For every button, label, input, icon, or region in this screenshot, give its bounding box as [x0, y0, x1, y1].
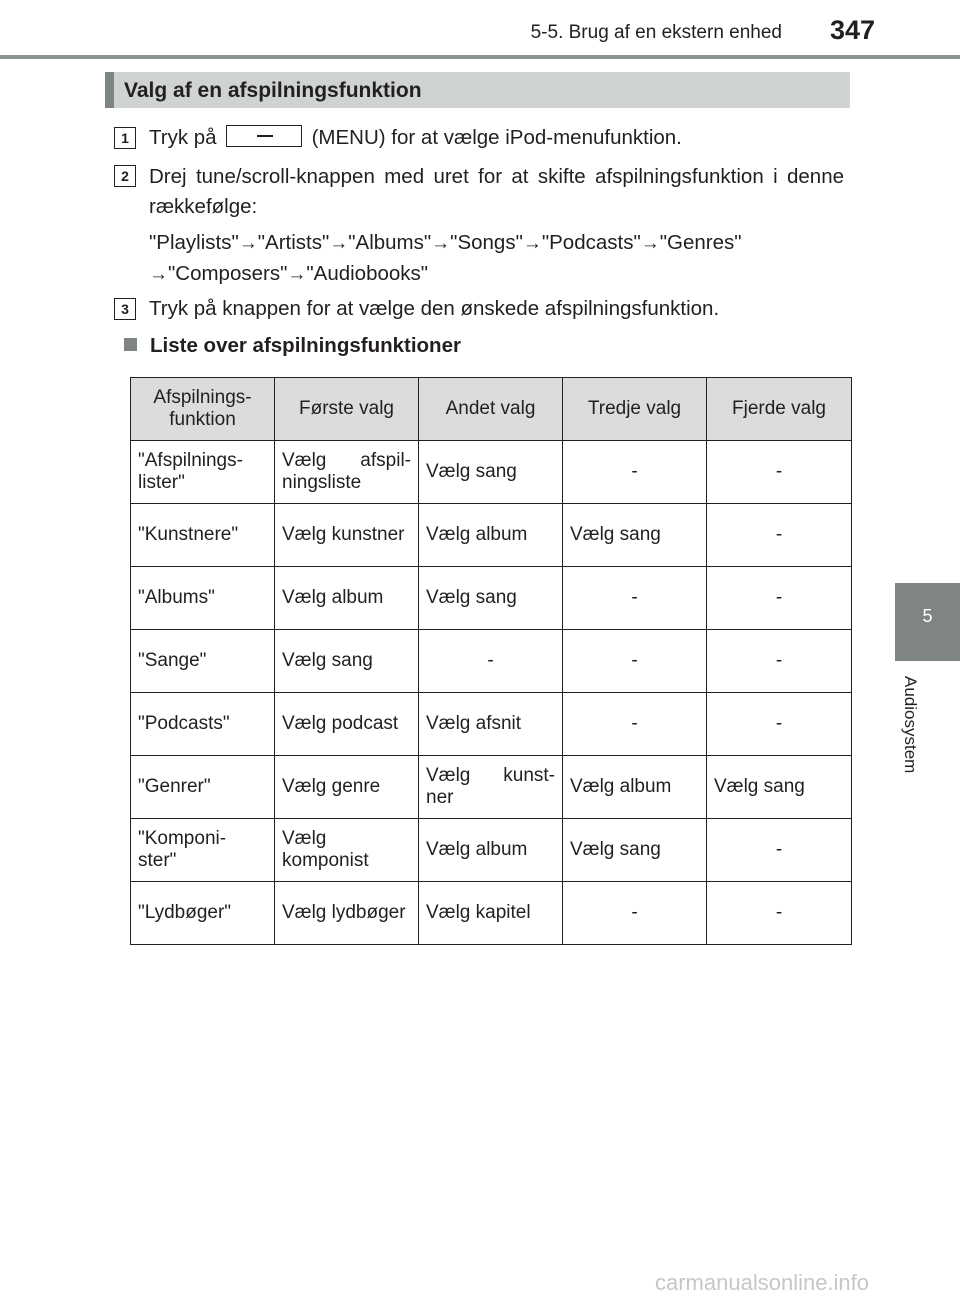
playback-mode-table	[130, 377, 852, 945]
table-cell: -	[563, 630, 707, 693]
sequence-item: "Podcasts"	[541, 231, 641, 254]
column-header: Tredje valg	[563, 378, 707, 441]
table-cell: Vælg sang	[563, 504, 707, 567]
chapter-side-label	[886, 676, 936, 806]
table-cell: -	[707, 819, 852, 882]
table-cell: -	[707, 882, 852, 945]
table-cell: -	[707, 441, 852, 504]
table-row	[131, 504, 852, 567]
table-cell: Vælg afspil- ningsliste	[275, 441, 419, 504]
table-row	[131, 756, 852, 819]
table-cell: Vælg podcast	[275, 693, 419, 756]
square-bullet-icon	[124, 338, 137, 351]
table-cell: Vælg genre	[275, 756, 419, 819]
table-cell: -	[563, 441, 707, 504]
section-title: Valg af en afspilningsfunktion	[124, 79, 422, 102]
table-cell: Vælg kapitel	[419, 882, 563, 945]
table-cell: Vælg album	[563, 756, 707, 819]
table-cell: Vælg komponist	[275, 819, 419, 882]
table-cell: -	[707, 630, 852, 693]
table-cell: -	[707, 504, 852, 567]
sequence-item: "Songs"	[450, 231, 523, 254]
chapter-title: 5-5. Brug af en ekstern enhed	[530, 22, 782, 43]
sequence-item: "Playlists"	[149, 231, 239, 254]
table-cell: Vælg kunst- ner	[419, 756, 563, 819]
column-header: Andet valg	[419, 378, 563, 441]
table-cell: -	[707, 567, 852, 630]
step-1-badge: 1	[114, 127, 136, 149]
table-cell: -	[707, 693, 852, 756]
step-1-text	[149, 123, 844, 153]
table-cell: Vælg album	[419, 819, 563, 882]
section-bar-accent	[105, 72, 114, 108]
column-header: Første valg	[275, 378, 419, 441]
arrow-right-icon: →	[287, 264, 307, 285]
table-row	[131, 819, 852, 882]
sequence-item: "Genres"	[659, 231, 742, 254]
arrow-right-icon: →	[238, 233, 258, 254]
table-header-row	[131, 378, 852, 441]
step-1-after: (MENU) for at vælge iPod-menufunktion.	[311, 126, 682, 149]
step-3-text: Tryk på knappen for at vælge den ønskede afspilningsfunktion.	[149, 297, 720, 320]
table-cell: Vælg sang	[419, 441, 563, 504]
step-1-before: Tryk på	[149, 126, 217, 149]
table-cell: "Albums"	[131, 567, 275, 630]
step-3-badge: 3	[114, 298, 136, 320]
table-cell: Vælg sang	[419, 567, 563, 630]
table-cell: -	[419, 630, 563, 693]
table-cell: "Podcasts"	[131, 693, 275, 756]
arrow-right-icon: →	[329, 233, 349, 254]
table-cell: -	[563, 693, 707, 756]
table-cell: Vælg sang	[707, 756, 852, 819]
table-cell: Vælg album	[419, 504, 563, 567]
chapter-side-label-text: Audiosystem	[901, 676, 920, 774]
table-cell: Vælg kunstner	[275, 504, 419, 567]
menu-button-icon	[226, 125, 302, 147]
table-row	[131, 882, 852, 945]
step-2-text: Drej tune/scroll-knappen med uret for at skifte afspilningsfunktion i denne rækkefølge:	[149, 165, 844, 218]
arrow-right-icon: →	[431, 233, 451, 254]
sequence-item: "Audiobooks"	[306, 262, 429, 285]
chapter-tab-number: 5	[922, 606, 933, 626]
header-rule	[0, 55, 960, 59]
table-cell: Vælg sang	[563, 819, 707, 882]
table-cell: "Genrer"	[131, 756, 275, 819]
arrow-right-icon: →	[640, 233, 660, 254]
table-row	[131, 693, 852, 756]
table-cell: "Kunstnere"	[131, 504, 275, 567]
table-cell: Vælg lydbøger	[275, 882, 419, 945]
arrow-right-icon: →	[522, 233, 542, 254]
table-cell: "Afspilnings- lister"	[131, 441, 275, 504]
column-header: Afspilnings- funktion	[131, 378, 275, 441]
step-2-badge: 2	[114, 165, 136, 187]
table-cell: "Lydbøger"	[131, 882, 275, 945]
table-cell: -	[563, 882, 707, 945]
subheading-label: Liste over afspilningsfunktioner	[150, 334, 461, 357]
table-row	[131, 630, 852, 693]
table-cell: -	[563, 567, 707, 630]
section-heading-bar	[105, 72, 850, 108]
table-cell: Vælg album	[275, 567, 419, 630]
sequence-item: "Composers"	[168, 262, 288, 285]
table-row	[131, 567, 852, 630]
subheading	[124, 334, 461, 358]
table-cell: Vælg sang	[275, 630, 419, 693]
arrow-right-icon: →	[149, 264, 168, 285]
column-header: Fjerde valg	[707, 378, 852, 441]
table-cell: Vælg afsnit	[419, 693, 563, 756]
sequence-item: "Albums"	[348, 231, 432, 254]
table-cell: "Sange"	[131, 630, 275, 693]
table-cell: "Komponi- ster"	[131, 819, 275, 882]
watermark: carmanualsonline.info	[655, 1270, 870, 1295]
table-row	[131, 441, 852, 504]
page-number: 347	[830, 15, 876, 45]
sequence-item: "Artists"	[257, 231, 330, 254]
mode-sequence	[149, 228, 844, 290]
